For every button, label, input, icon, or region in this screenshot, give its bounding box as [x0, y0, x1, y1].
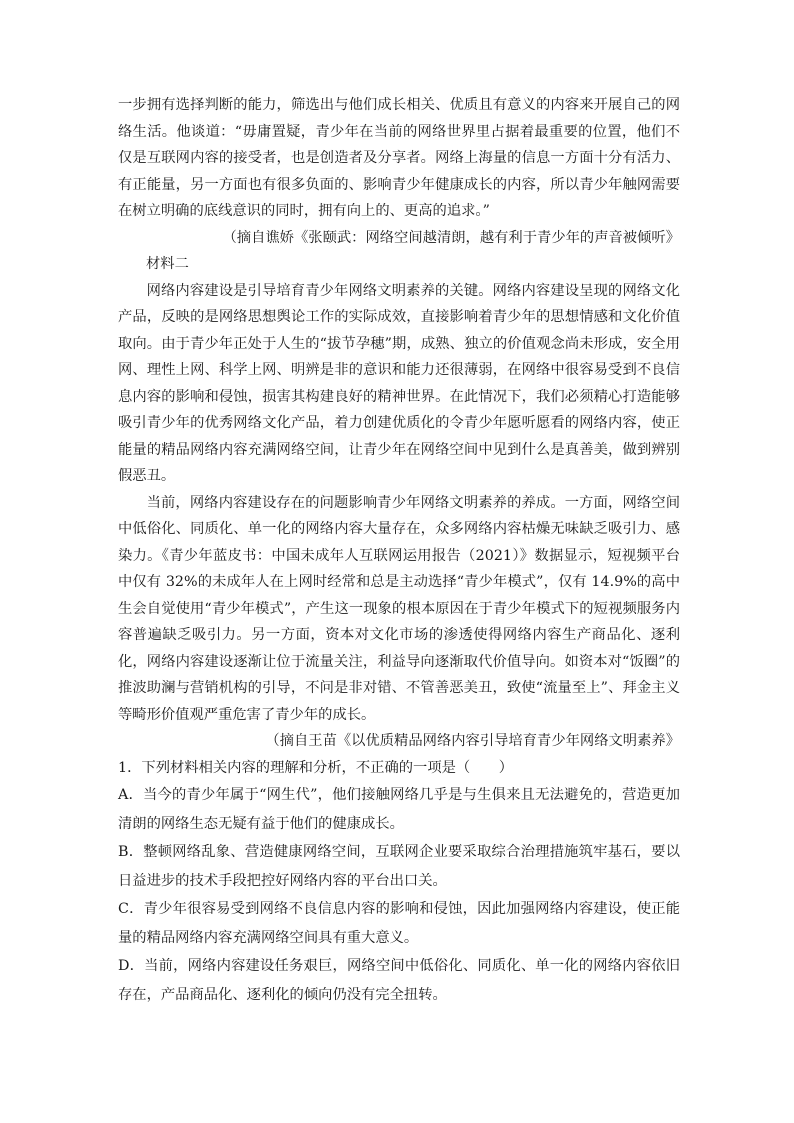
material1-continuation: 一步拥有选择判断的能力，筛选出与他们成长相关、优质且有意义的内容来开展自己的网络生活。他谈道：“毋庸置疑，青少年在当前的网络世界里占据着最重要的位置，他们不仅是互联网内容的接受者，也是创造者及分享者。网络上海量的信息一方面十分有活力、有正能量，另一方面也有很多负面的、影响青少年健康成长的内容，所以青少年触网需要在树立明确的底线意识的同时，拥有向上的、更高的追求。”	[118, 97, 680, 219]
question-1-option-b: B．整顿网络乱象、营造健康网络空间，互联网企业要采取综合治理措施筑牢基石，要以日益进步的技术手段把控好网络内容的平台出口关。	[118, 844, 680, 889]
question-1-option-c: C．青少年很容易受到网络不良信息内容的影响和侵蚀，因此加强网络内容建设，使正能量的精品网络内容充满网络空间具有重大意义。	[118, 901, 680, 946]
material1-source: （摘自谯娇《张颐武：网络空间越清朗，越有利于青少年的声音被倾听》	[222, 229, 680, 246]
question-1-option-d: D．当前，网络内容建设任务艰巨，网络空间中低俗化、同质化、单一化的网络内容依旧存在，产品商品化、逐利化的倾向仍没有完全扭转。	[118, 958, 680, 1003]
document-page	[118, 92, 680, 1009]
material2-paragraph-1: 网络内容建设是引导培育青少年网络文明素养的关键。网络内容建设呈现的网络文化产品，反映的是网络思想舆论工作的实际成效，直接影响着青少年的思想情感和文化价值取向。由于青少年正处于人生的“拔节孕穗”期，成熟、独立的价值观念尚未形成，安全用网、理性上网、科学上网、明辨是非的意识和能力还很薄弱，在网络中很容易受到不良信息内容的影响和侵蚀，损害其构建良好的精神世界。在此情况下，我们必须精心打造能够吸引青少年的优秀网络文化产品，着力创建优质化的令青少年愿听愿看的网络内容，使正能量的精品网络内容充满网络空间，让青少年在网络空间中见到什么是真善美，做到辨别假恶丑。	[118, 282, 680, 484]
question-1-stem: 1．下列材料相关内容的理解和分析，不正确的一项是（ ）	[118, 759, 514, 776]
material2-source: （摘自王苗《以优质精品网络内容引导培育青少年网络文明素养》	[265, 733, 680, 749]
material2-paragraph-2: 当前，网络内容建设存在的问题影响青少年网络文明素养的养成。一方面，网络空间中低俗化、同质化、单一化的网络内容大量存在，众多网络内容枯燥无味缺乏吸引力、感染力。《青少年蓝皮书：中国未成年人互联网运用报告（2021）》数据显示，短视频平台中仅有 32%的未成年人在上网时经常和总是主动选择“青少年模式”，仅有 14.9%的高中生会自觉使用“青少年模式”，产生这一现象的根本原因在于青少年模式下的短视频服务内容普遍缺乏吸引力。另一方面，资本对文化市场的渗透使得网络内容生产商品化、逐利化，网络内容建设逐渐让位于流量关注，利益导向逐渐取代价值导向。如资本对“饭圈”的推波助澜与营销机构的引导，不问是非对错、不管善恶美丑，致使“流量至上”、拜金主义等畸形价值观严重危害了青少年的成长。	[118, 494, 680, 723]
question-1-option-a: A．当今的青少年属于“网生代”，他们接触网络几乎是与生俱来且无法避免的，营造更加清朗的网络生态无疑有益于他们的健康成长。	[118, 787, 680, 832]
material2-heading: 材料二	[146, 256, 189, 272]
